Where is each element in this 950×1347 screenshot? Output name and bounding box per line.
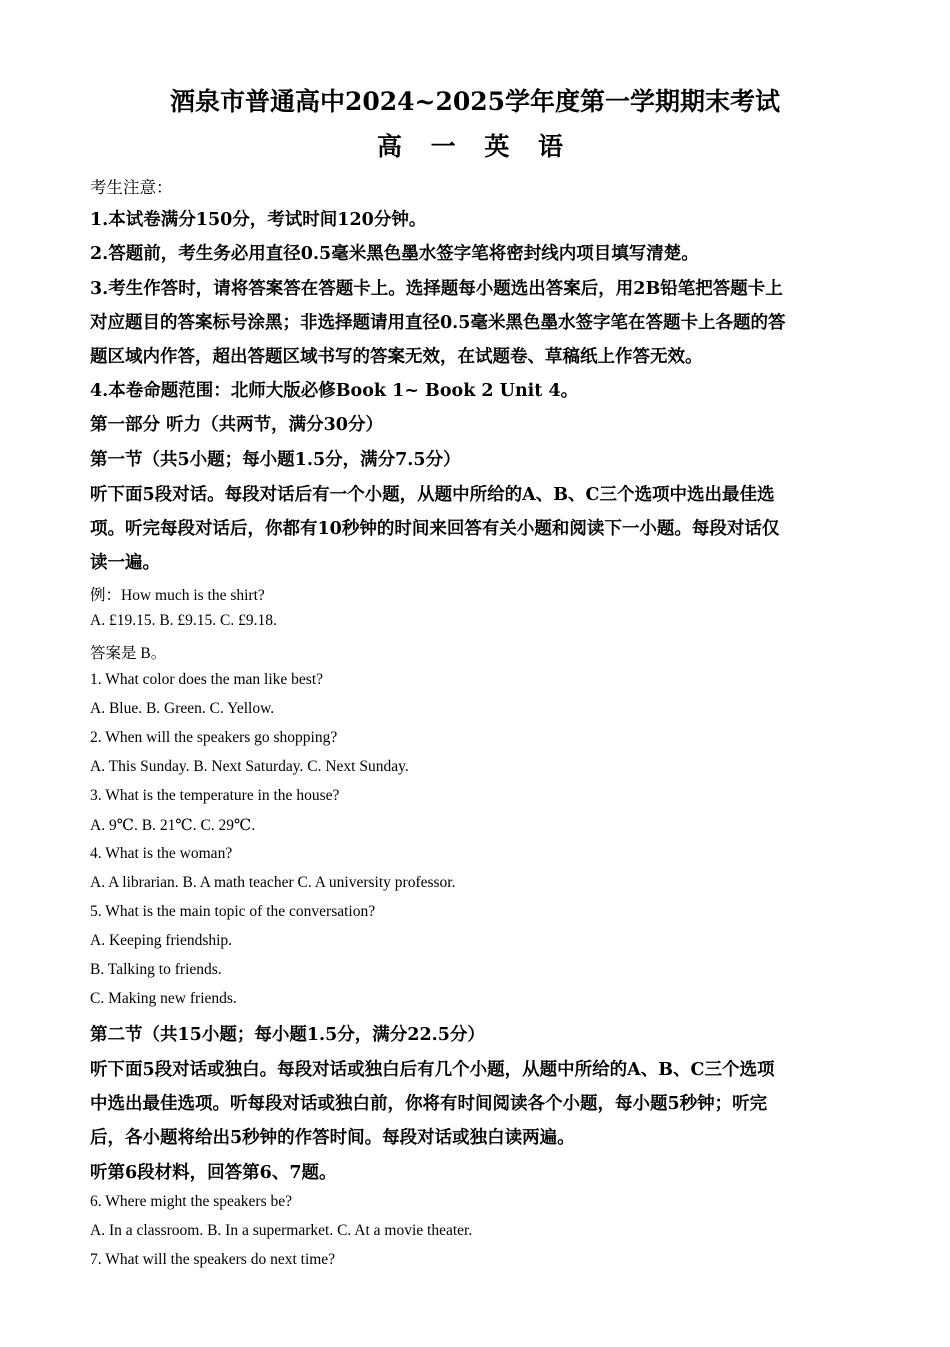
question-6: 6. Where might the speakers be? xyxy=(90,1193,292,1210)
section2-instructions-3: 后，各小题将给出5秒钟的作答时间。每段对话或独白读两遍。 xyxy=(90,1128,575,1148)
notice-item-4: 4.本卷命题范围：北师大版必修Book 1~ Book 2 Unit 4。 xyxy=(90,381,579,401)
question-5-option-b: B. Talking to friends. xyxy=(90,961,222,978)
section1-instructions-1: 听下面5段对话。每段对话后有一个小题，从题中所给的A、B、C三个选项中选出最佳选 xyxy=(90,485,775,505)
question-4-options: A. A librarian. B. A math teacher C. A university professor. xyxy=(90,874,456,891)
section2-instructions-2: 中选出最佳选项。听每段对话或独白前，你将有时间阅读各个小题，每小题5秒钟；听完 xyxy=(90,1094,768,1114)
question-2-options: A. This Sunday. B. Next Saturday. C. Next Sunday. xyxy=(90,758,409,775)
example-answer: 答案是 B。 xyxy=(90,645,167,662)
question-5: 5. What is the main topic of the conversation? xyxy=(90,903,376,920)
question-1: 1. What color does the man like best? xyxy=(90,671,324,688)
question-3: 3. What is the temperature in the house? xyxy=(90,787,340,804)
section2-instructions-1: 听下面5段对话或独白。每段对话或独白后有几个小题，从题中所给的A、B、C三个选项 xyxy=(90,1060,775,1080)
section2-heading: 第二节（共15小题；每小题1.5分，满分22.5分） xyxy=(90,1025,485,1045)
question-5-option-a: A. Keeping friendship. xyxy=(90,932,233,949)
question-5-option-c: C. Making new friends. xyxy=(90,990,237,1007)
question-1-options: A. Blue. B. Green. C. Yellow. xyxy=(90,700,275,717)
notice-item-3: 3.考生作答时，请将答案答在答题卡上。选择题每小题选出答案后，用2B铅笔把答题卡上 xyxy=(90,279,783,299)
notice-item-3-cont: 对应题目的答案标号涂黑；非选择题请用直径0.5毫米黑色墨水签字笔在答题卡上各题的答 xyxy=(90,313,786,333)
question-4: 4. What is the woman? xyxy=(90,845,233,862)
part1-heading: 第一部分 听力（共两节，满分30分） xyxy=(90,415,383,435)
exam-title: 酒泉市普通高中2024~2025学年度第一学期期末考试 xyxy=(169,87,781,116)
exam-subject: 高 一 英 语 xyxy=(376,132,574,161)
section1-instructions-2: 项。听完每段对话后，你都有10秒钟的时间来回答有关小题和阅读下一小题。每段对话仅 xyxy=(90,519,780,539)
notice-item-3-cont2: 题区域内作答，超出答题区域书写的答案无效，在试题卷、草稿纸上作答无效。 xyxy=(90,347,703,367)
question-2: 2. When will the speakers go shopping? xyxy=(90,729,338,746)
notice-item-2: 2.答题前，考生务必用直径0.5毫米黑色墨水签字笔将密封线内项目填写清楚。 xyxy=(90,244,699,264)
notice-heading: 考生注意： xyxy=(90,178,173,197)
notice-item-1: 1.本试卷满分150分，考试时间120分钟。 xyxy=(90,210,427,230)
material-6-heading: 听第6段材料，回答第6、7题。 xyxy=(90,1163,337,1183)
section1-instructions-3: 读一遍。 xyxy=(90,553,160,573)
question-6-options: A. In a classroom. B. In a supermarket. C. At a movie theater. xyxy=(90,1222,473,1239)
section1-heading: 第一节（共5小题；每小题1.5分，满分7.5分） xyxy=(90,450,461,470)
question-7: 7. What will the speakers do next time? xyxy=(90,1251,336,1268)
question-3-options: A. 9℃. B. 21℃. C. 29℃. xyxy=(90,817,256,834)
example-options: A. £19.15. B. £9.15. C. £9.18. xyxy=(90,612,277,629)
example-question: 例：How much is the shirt? xyxy=(90,587,265,604)
